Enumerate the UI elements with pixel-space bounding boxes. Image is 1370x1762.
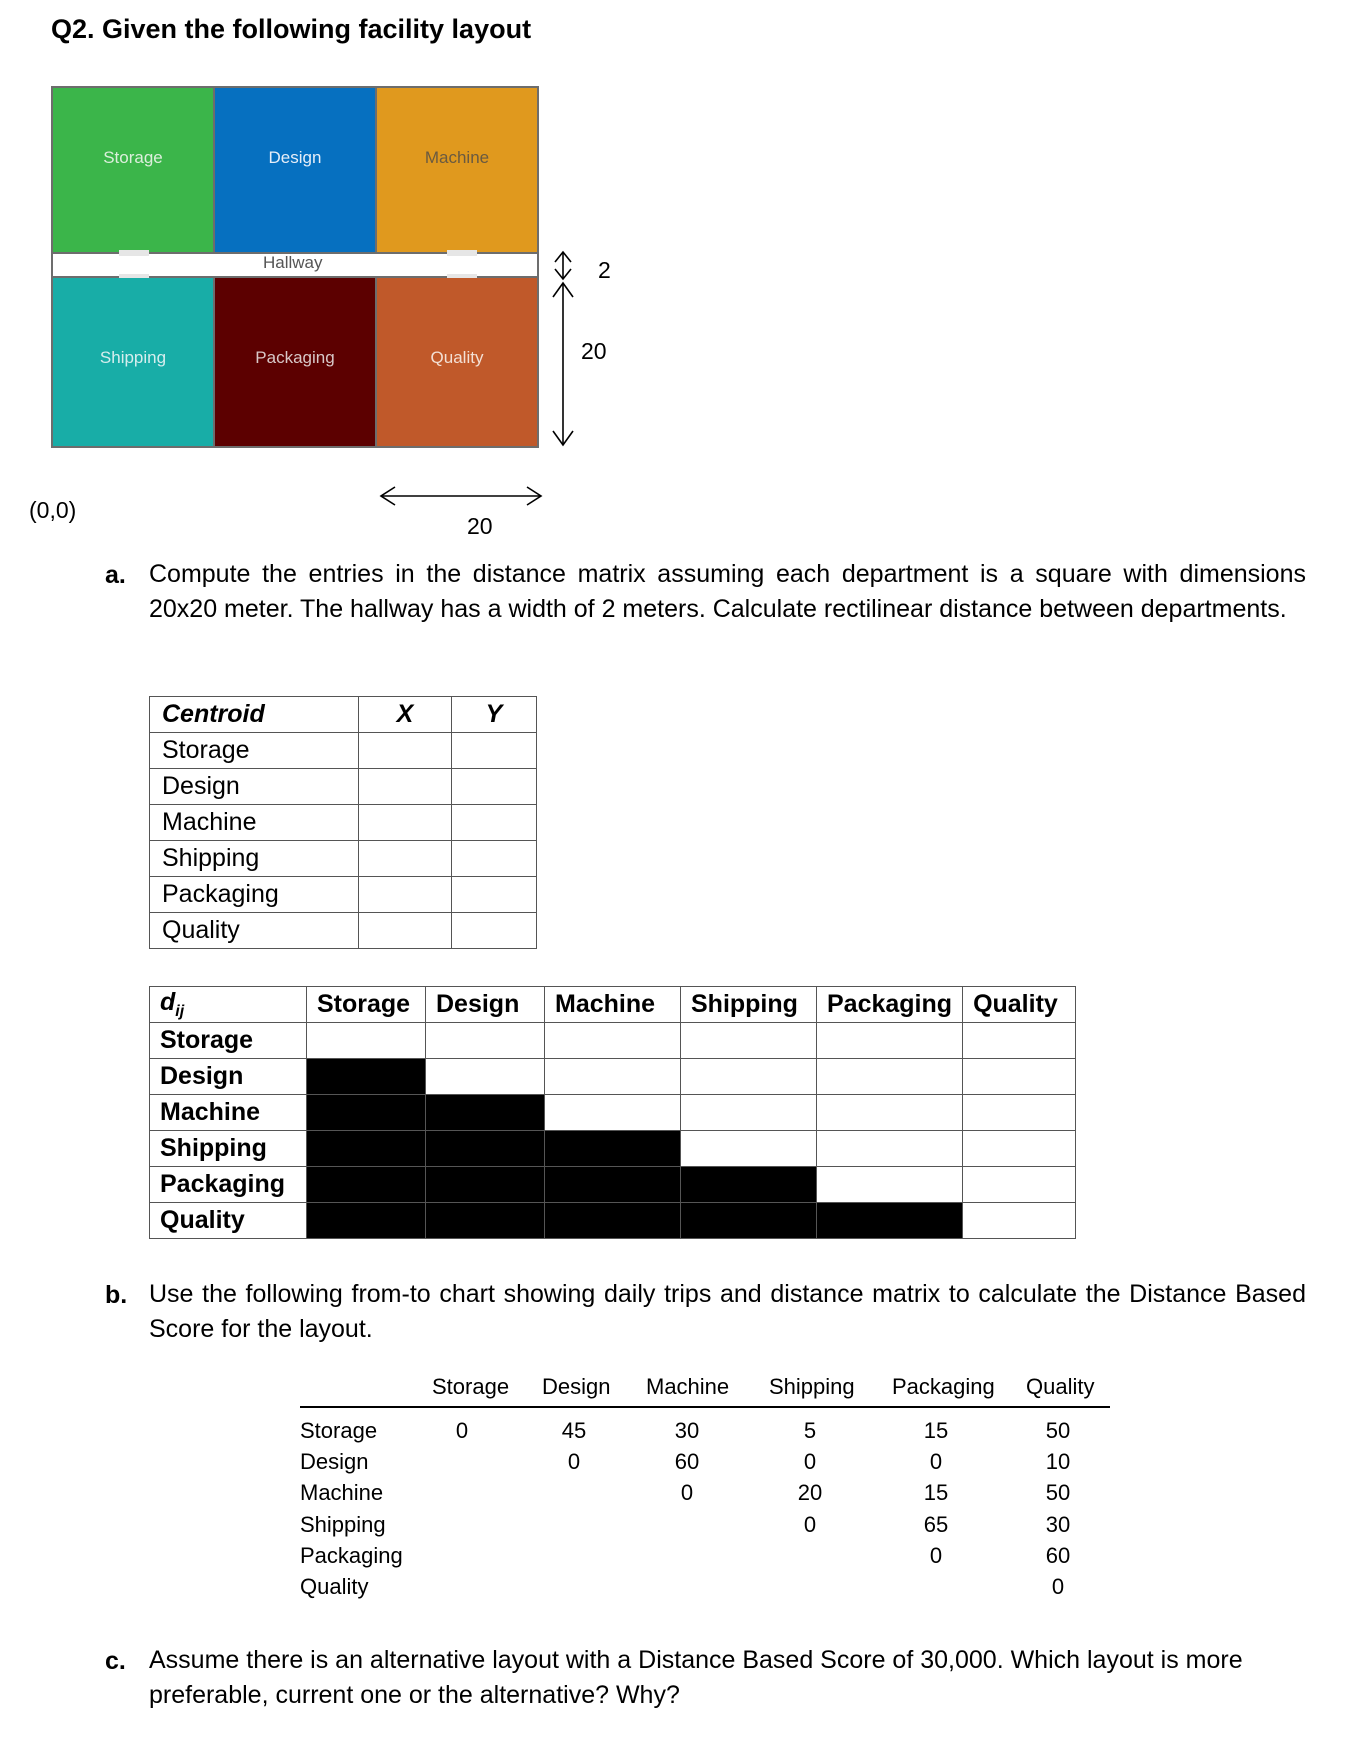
- row-label: Storage: [150, 733, 359, 769]
- origin-label: (0,0): [29, 497, 77, 523]
- row-label: Machine: [150, 805, 359, 841]
- row-label: Shipping: [150, 1131, 307, 1167]
- table-row: [150, 1059, 1076, 1095]
- ft-row-label: Shipping: [300, 1512, 386, 1537]
- dij-subscript: ij: [175, 1003, 185, 1020]
- ft-cell: 15: [923, 1480, 949, 1505]
- table-cell[interactable]: [426, 1023, 545, 1059]
- col-header: Storage: [307, 987, 426, 1023]
- part-a-letter: a.: [105, 561, 126, 589]
- distance-header-row: [150, 987, 1076, 1023]
- table-cell[interactable]: [359, 733, 452, 769]
- table-cell[interactable]: [359, 805, 452, 841]
- table-cell[interactable]: [426, 1059, 545, 1095]
- ft-cell: 0: [1051, 1574, 1065, 1599]
- blacked-cell: [426, 1131, 545, 1167]
- table-row: [150, 769, 537, 805]
- dept-label-design: Design: [268, 148, 322, 167]
- row-label: Design: [150, 1059, 307, 1095]
- table-row: [150, 877, 537, 913]
- table-cell[interactable]: [817, 1095, 963, 1131]
- table-cell[interactable]: [452, 733, 537, 769]
- part-c-letter: c.: [105, 1647, 126, 1675]
- ft-row-label: Machine: [300, 1480, 384, 1505]
- blacked-cell: [307, 1095, 426, 1131]
- blacked-cell: [681, 1203, 817, 1239]
- table-cell[interactable]: [452, 913, 537, 949]
- centroid-table: [149, 696, 537, 949]
- ft-cell: 60: [1045, 1543, 1071, 1568]
- part-b-letter: b.: [105, 1281, 128, 1309]
- dimension-arrows: [0, 0, 1370, 560]
- row-label: Packaging: [150, 877, 359, 913]
- table-cell[interactable]: [359, 913, 452, 949]
- table-cell[interactable]: [307, 1023, 426, 1059]
- table-cell[interactable]: [963, 1023, 1076, 1059]
- ft-col-header: Storage: [432, 1374, 510, 1399]
- table-cell[interactable]: [817, 1167, 963, 1203]
- table-cell[interactable]: [452, 841, 537, 877]
- table-cell[interactable]: [681, 1131, 817, 1167]
- table-cell[interactable]: [359, 769, 452, 805]
- blacked-cell: [817, 1203, 963, 1239]
- ft-cell: 50: [1045, 1418, 1071, 1443]
- centroid-header: Centroid: [150, 697, 359, 733]
- ft-row-label: Quality: [300, 1574, 369, 1599]
- table-cell[interactable]: [817, 1131, 963, 1167]
- table-cell[interactable]: [963, 1059, 1076, 1095]
- col-header: Quality: [963, 987, 1076, 1023]
- part-c-text: Assume there is an alternative layout with a Distance Based Score of 30,000. Which layout is more preferable, current one or the alternative? Why?: [149, 1646, 1243, 1709]
- table-cell[interactable]: [963, 1095, 1076, 1131]
- blacked-cell: [426, 1167, 545, 1203]
- table-row: [150, 1095, 1076, 1131]
- ft-cell: 10: [1045, 1449, 1071, 1474]
- ft-row-label: Packaging: [300, 1543, 403, 1568]
- table-cell[interactable]: [681, 1095, 817, 1131]
- ft-cell: 0: [803, 1512, 817, 1537]
- table-row: [150, 841, 537, 877]
- vertical-dimension-label: 20: [581, 338, 607, 364]
- from-to-chart: [300, 1374, 1110, 1608]
- ft-cell: 0: [680, 1480, 694, 1505]
- blacked-cell: [307, 1203, 426, 1239]
- col-header: Packaging: [817, 987, 963, 1023]
- ft-cell: 30: [1045, 1512, 1071, 1537]
- blacked-cell: [545, 1167, 681, 1203]
- ft-cell: 15: [923, 1418, 949, 1443]
- ft-row-label: Design: [300, 1449, 369, 1474]
- blacked-cell: [426, 1095, 545, 1131]
- blacked-cell: [426, 1203, 545, 1239]
- hallway-width-label: 2: [598, 257, 611, 283]
- table-row: [150, 1203, 1076, 1239]
- row-label: Quality: [150, 913, 359, 949]
- ft-row-label: Storage: [300, 1418, 378, 1443]
- table-row: [150, 733, 537, 769]
- dept-label-machine: Machine: [424, 148, 490, 167]
- part-b-text: Use the following from-to chart showing daily trips and distance matrix to calculate the Distance Based Score for the layout.: [149, 1280, 1306, 1343]
- y-header: Y: [452, 697, 537, 733]
- hallway-label: Hallway: [263, 253, 323, 272]
- ft-cell: 60: [674, 1449, 700, 1474]
- table-cell[interactable]: [359, 841, 452, 877]
- dept-label-packaging: Packaging: [255, 348, 335, 367]
- table-row: [150, 913, 537, 949]
- table-row: [150, 805, 537, 841]
- table-cell[interactable]: [452, 805, 537, 841]
- centroid-header-row: [150, 697, 537, 733]
- blacked-cell: [545, 1131, 681, 1167]
- x-header: X: [359, 697, 452, 733]
- dept-label-storage: Storage: [103, 148, 163, 167]
- row-label: Design: [150, 769, 359, 805]
- table-cell[interactable]: [963, 1203, 1076, 1239]
- table-row: [150, 1023, 1076, 1059]
- ft-cell: 45: [561, 1418, 587, 1443]
- table-row: [150, 1167, 1076, 1203]
- ft-header-rule: [300, 1406, 1110, 1408]
- ft-cell: 65: [923, 1512, 949, 1537]
- table-cell[interactable]: [681, 1023, 817, 1059]
- ft-cell: 0: [929, 1449, 943, 1474]
- ft-cell: 0: [455, 1418, 469, 1443]
- row-label: Shipping: [150, 841, 359, 877]
- dij-main: d: [160, 988, 176, 1016]
- dept-label-quality: Quality: [430, 348, 484, 367]
- blacked-cell: [307, 1131, 426, 1167]
- col-header: Design: [426, 987, 545, 1023]
- row-label: Packaging: [150, 1167, 307, 1203]
- table-cell[interactable]: [545, 1059, 681, 1095]
- row-label: Storage: [150, 1023, 307, 1059]
- table-cell[interactable]: [452, 877, 537, 913]
- blacked-cell: [307, 1059, 426, 1095]
- ft-col-header: Design: [542, 1374, 611, 1399]
- ft-cell: 0: [929, 1543, 943, 1568]
- table-cell[interactable]: [452, 769, 537, 805]
- ft-col-header: Quality: [1026, 1374, 1095, 1399]
- table-cell[interactable]: [963, 1167, 1076, 1203]
- row-label: Machine: [150, 1095, 307, 1131]
- table-cell[interactable]: [817, 1059, 963, 1095]
- dij-header: [150, 987, 307, 1023]
- ft-col-header: Packaging: [892, 1374, 995, 1399]
- question-title: Q2. Given the following facility layout: [51, 14, 532, 44]
- ft-cell: 0: [803, 1449, 817, 1474]
- table-cell[interactable]: [359, 877, 452, 913]
- table-row: [150, 1131, 1076, 1167]
- blacked-cell: [681, 1167, 817, 1203]
- col-header: Machine: [545, 987, 681, 1023]
- table-cell[interactable]: [545, 1023, 681, 1059]
- blacked-cell: [545, 1203, 681, 1239]
- ft-cell: 50: [1045, 1480, 1071, 1505]
- ft-col-header: Machine: [646, 1374, 730, 1399]
- ft-col-header: Shipping: [769, 1374, 855, 1399]
- ft-cell: 30: [674, 1418, 700, 1443]
- blacked-cell: [307, 1167, 426, 1203]
- ft-cell: 0: [567, 1449, 581, 1474]
- table-cell[interactable]: [817, 1023, 963, 1059]
- row-label: Quality: [150, 1203, 307, 1239]
- distance-matrix-table: [149, 986, 1076, 1239]
- ft-cell: 5: [803, 1418, 817, 1443]
- table-cell[interactable]: [681, 1059, 817, 1095]
- horizontal-dimension-label: 20: [467, 513, 493, 539]
- table-cell[interactable]: [963, 1131, 1076, 1167]
- dept-label-shipping: Shipping: [99, 348, 167, 367]
- part-a-text: Compute the entries in the distance matrix assuming each department is a square with dimensions 20x20 meter. The hallway has a width of 2 meters. Calculate rectilinear distance between departments.: [149, 560, 1306, 623]
- col-header: Shipping: [681, 987, 817, 1023]
- table-cell[interactable]: [545, 1095, 681, 1131]
- ft-cell: 20: [797, 1480, 823, 1505]
